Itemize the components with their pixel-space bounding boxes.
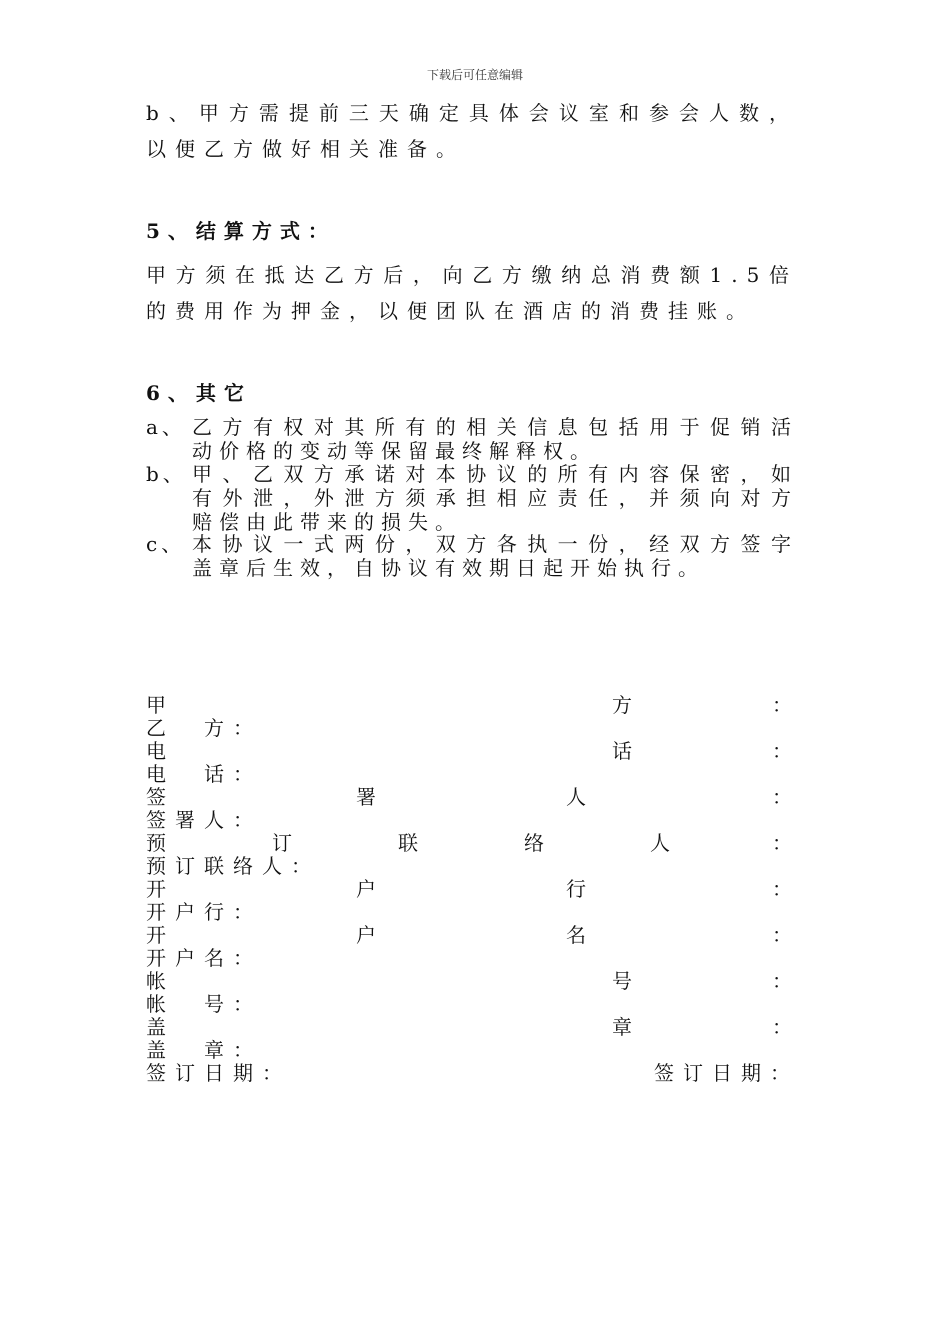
bank-label: 行 (566, 877, 586, 901)
list-item (146, 532, 798, 580)
contact-colon: ： (772, 831, 792, 855)
party-a-contact-row (146, 831, 792, 855)
clause-b-line2: 以便乙方做好相关准备。 (146, 137, 465, 161)
seal-label: 盖 (146, 1015, 166, 1039)
bank-colon: ： (772, 877, 792, 901)
party-a-seal-row (146, 1015, 792, 1039)
section5-line1: 甲方须在抵达乙方后，向乙方缴纳总消费额1.5倍 (146, 263, 798, 287)
list-item-line: 有外泄，外泄方须承担相应责任，并须向对方 (192, 486, 798, 510)
list-item-line: 乙方有权对其所有的相关信息包括用于促销活 (192, 415, 798, 439)
list-item-line: 盖章后生效，自协议有效期日起开始执行。 (192, 556, 705, 580)
party-a-bank-row (146, 877, 792, 901)
contact-label: 联 (398, 831, 418, 855)
party-a-phone-row (146, 739, 792, 763)
party-b-account-name-row (146, 947, 786, 970)
account-name-label: 开户名： (146, 946, 262, 970)
section5-heading: 5、结算方式： (146, 219, 336, 243)
party-a-label: 方 (612, 693, 632, 717)
contact-label: 络 (524, 831, 544, 855)
account-name-label: 开 (146, 923, 166, 947)
section5-line2: 的费用作为押金，以便团队在酒店的消费挂账。 (146, 299, 755, 323)
header-note: 下载后可任意编辑 (426, 68, 523, 82)
phone-label: 话 (612, 739, 632, 763)
list-item (146, 462, 798, 534)
list-item-line: 动价格的变动等保留最终解释权。 (192, 439, 597, 463)
party-a-colon: ： (772, 693, 792, 717)
account-no-label: 帐 (146, 969, 166, 993)
list-marker: a、 (146, 415, 186, 439)
signer-colon: ： (772, 785, 792, 809)
bank-label: 开 (146, 877, 166, 901)
list-marker: b、 (146, 462, 187, 486)
bank-label: 户 (356, 877, 376, 901)
sign-date-label: 签订日期： (146, 1061, 291, 1085)
account-no-colon: ： (772, 969, 792, 993)
contact-label: 预 (146, 831, 166, 855)
bank-label: 开户行： (146, 900, 262, 924)
party-b-account-no-row (146, 993, 786, 1016)
account-name-colon: ： (772, 923, 792, 947)
party-a-row (146, 693, 792, 717)
list-marker: c、 (146, 532, 186, 556)
contact-label: 人 (650, 831, 670, 855)
account-name-label: 户 (356, 923, 376, 947)
section6-heading: 6、其它 (146, 381, 252, 405)
seal-label: 盖 章： (146, 1038, 262, 1062)
sign-date-row (146, 1061, 799, 1085)
party-b-bank-row (146, 901, 786, 924)
list-item (146, 415, 798, 463)
seal-colon: ： (772, 1015, 792, 1039)
list-item-line: 甲、乙双方承诺对本协议的所有内容保密，如 (192, 462, 798, 486)
account-name-label: 名 (566, 923, 586, 947)
party-b-signer-row (146, 809, 786, 832)
account-no-label: 帐 号： (146, 992, 262, 1016)
party-a-label: 甲 (146, 693, 166, 717)
phone-colon: ： (772, 739, 792, 763)
signature-block (146, 693, 799, 1085)
list-item-line: 本协议一式两份，双方各执一份，经双方签字 (192, 532, 798, 556)
contact-label: 预订联络人： (146, 854, 320, 878)
signer-label: 署 (356, 785, 376, 809)
party-b-contact-row (146, 855, 786, 878)
party-a-signer-row (146, 785, 792, 809)
account-no-label: 号 (612, 969, 632, 993)
party-b-phone-row (146, 763, 786, 786)
contact-label: 订 (272, 831, 292, 855)
signer-label: 签署人： (146, 808, 262, 832)
clause-b-line1: b、甲方需提前三天确定具体会议室和参会人数， (146, 101, 798, 125)
signer-label: 签 (146, 785, 166, 809)
phone-label: 电 (146, 739, 166, 763)
party-b-label: 乙 方： (146, 716, 262, 740)
list-item-line: 赔偿由此带来的损失。 (192, 510, 462, 534)
party-a-account-no-row (146, 969, 792, 993)
party-b-row (146, 717, 786, 740)
party-a-account-name-row (146, 923, 792, 947)
phone-label: 电 话： (146, 762, 262, 786)
sign-date-label: 签订日期： (654, 1061, 799, 1085)
signer-label: 人 (566, 785, 586, 809)
party-b-seal-row (146, 1039, 786, 1062)
seal-label: 章 (612, 1015, 632, 1039)
